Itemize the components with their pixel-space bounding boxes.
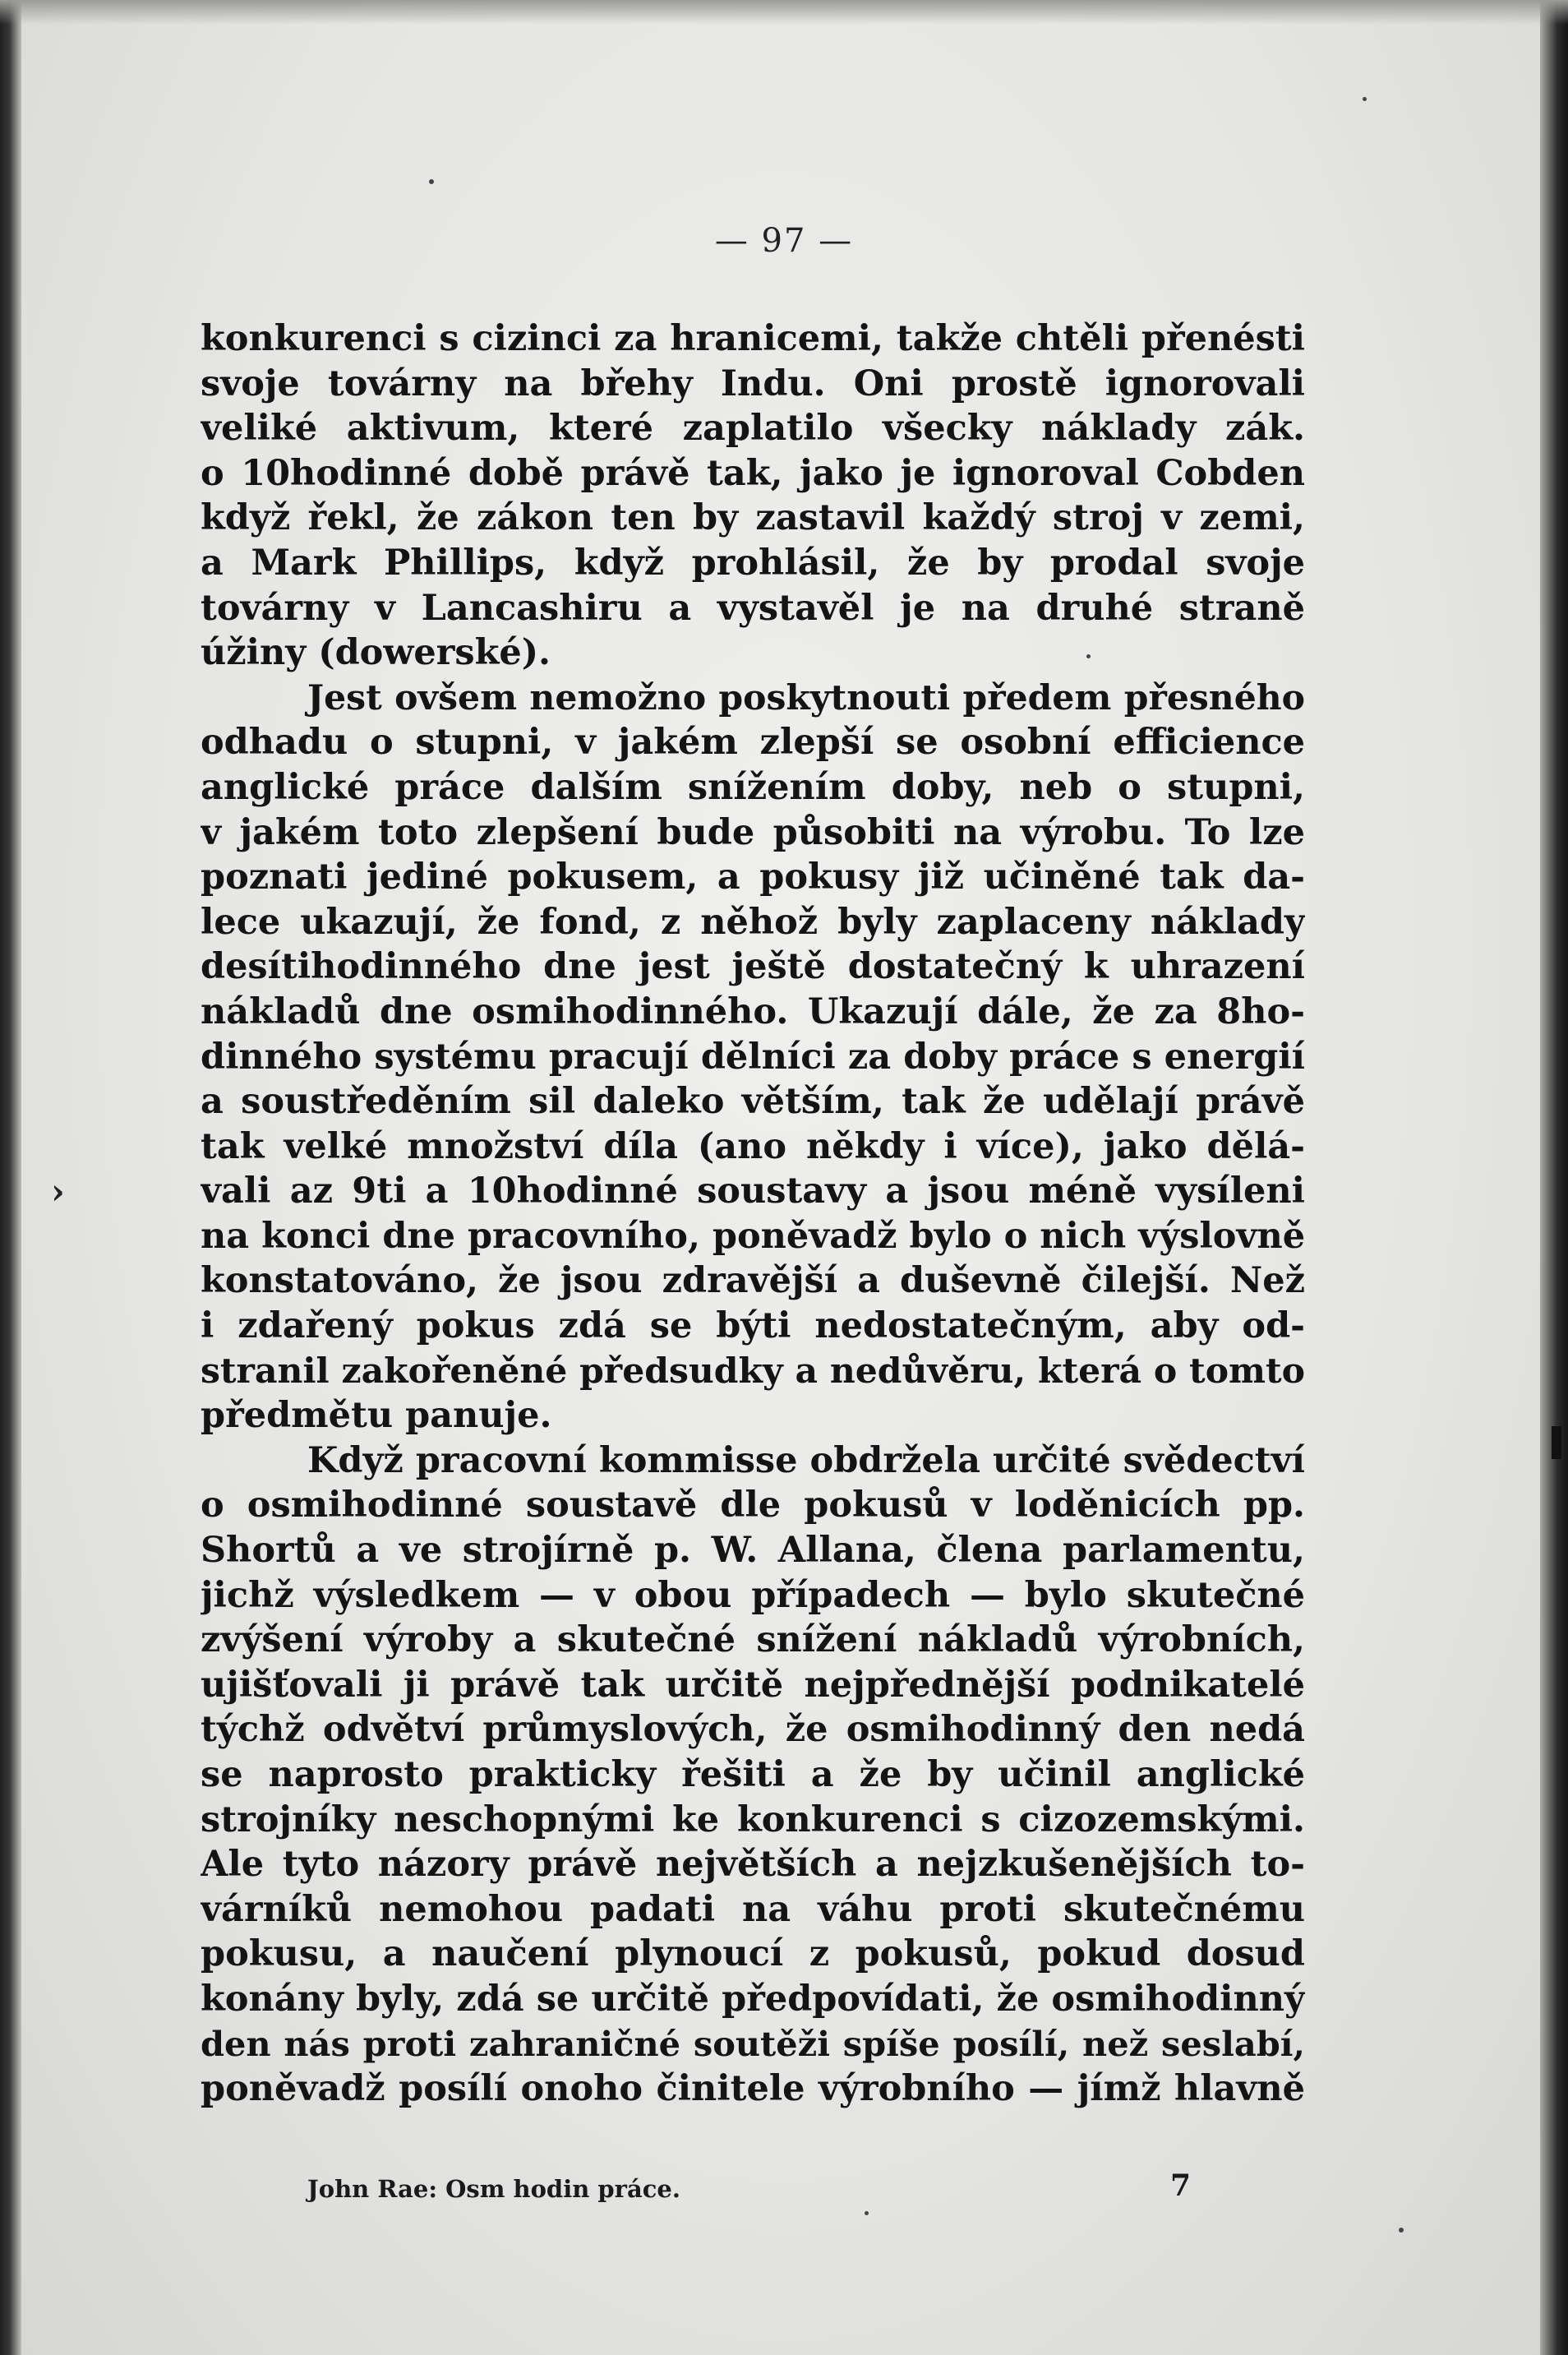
text-line: tak velké množství díla (ano někdy i více), jako dělá- [201, 1125, 1305, 1167]
text-line: desítihodinného dne jest ještě dostatečný k uhrazení [201, 946, 1305, 988]
text-line: o 10hodinné době právě tak, jako je ignoroval Cobden [201, 452, 1305, 494]
text-line: předmětu panuje. [201, 1395, 552, 1437]
text-line: úžiny (dowerské). [201, 632, 551, 674]
body-text [201, 316, 1305, 2112]
scan-edge-top [0, 0, 1568, 25]
scan-edge-right [1540, 0, 1568, 2355]
text-line: várníků nemohou padati na váhu proti skutečnému [201, 1888, 1305, 1930]
text-line: nákladů dne osmihodinného. Ukazují dále, že za 8ho- [201, 990, 1305, 1032]
margin-edge-mark [1552, 1426, 1561, 1459]
text-line: veliké aktivum, které zaplatilo všecky náklady zák. [201, 408, 1305, 450]
text-line: konstatováno, že jsou zdravější a duševně čilejší. Než [201, 1260, 1305, 1302]
text-line: jichž výsledkem — v obou případech — bylo skutečné [201, 1574, 1305, 1616]
page-number: — 97 — [714, 222, 854, 260]
text-line: anglické práce dalším snížením doby, neb o stupni, [201, 766, 1305, 808]
text-line: Jest ovšem nemožno poskytnouti předem přesného [307, 676, 1305, 718]
text-line: a Mark Phillips, když prohlásil, že by prodal svoje [201, 542, 1305, 584]
footer-signature-mark: 7 [1170, 2168, 1192, 2203]
scan-edge-left [0, 0, 21, 2355]
text-line: v jakém toto zlepšení bude působiti na výrobu. To lze [201, 811, 1305, 853]
text-line: ujišťovali ji právě tak určitě nejpřednější podnikatelé [201, 1664, 1305, 1706]
text-line: konány byly, zdá se určitě předpovídati, že osmihodinný [201, 1978, 1305, 2020]
text-line: týchž odvětví průmyslových, že osmihodinný den nedá [201, 1709, 1305, 1751]
text-line: poněvadž posílí onoho činitele výrobního — jímž hlavně [201, 2068, 1305, 2110]
margin-arrow-mark: › [51, 1171, 65, 1212]
text-line: vali az 9ti a 10hodinné soustavy a jsou méně vysíleni [201, 1171, 1305, 1212]
text-line: a soustředěním sil daleko větším, tak že udělají právě [201, 1081, 1305, 1123]
text-line: Ale tyto názory právě největších a nejzkušenějších to- [201, 1844, 1305, 1886]
text-line: lece ukazují, že fond, z něhož byly zaplaceny náklady [201, 901, 1305, 943]
text-line: strojníky neschopnými ke konkurenci s cizozemskými. [201, 1799, 1305, 1840]
text-line: na konci dne pracovního, poněvadž bylo o nich výslovně [201, 1215, 1305, 1257]
text-line: svoje továrny na břehy Indu. Oni prostě ignorovali [201, 362, 1305, 404]
text-line: se naprosto prakticky řešiti a že by učinil anglické [201, 1754, 1305, 1795]
text-line: Když pracovní kommisse obdržela určité svědectví [307, 1439, 1305, 1481]
text-line: poznati jediné pokusem, a pokusy již učiněné tak da- [201, 857, 1305, 898]
text-line: pokusu, a naučení plynoucí z pokusů, pokud dosud [201, 1933, 1305, 1975]
scan-speck [865, 2211, 869, 2215]
text-line: dinného systému pracují dělníci za doby práce s energií [201, 1036, 1305, 1078]
text-line: den nás proti zahraničné soutěži spíše posílí, než seslabí, [201, 2023, 1305, 2064]
text-line: konkurenci s cizinci za hranicemi, takže chtěli přenésti [201, 318, 1305, 359]
text-line: zvýšení výroby a skutečné snížení nákladů výrobních, [201, 1619, 1305, 1661]
text-line: i zdařený pokus zdá se býti nedostatečným, aby od- [201, 1305, 1305, 1347]
footer-signature: John Rae: Osm hodin práce. [307, 2175, 680, 2203]
text-line: stranil zakořeněné předsudky a nedůvěru, která o tomto [201, 1350, 1305, 1392]
scan-speck [1086, 654, 1091, 658]
text-line: odhadu o stupni, v jakém zlepší se osobní efficience [201, 722, 1305, 764]
text-line: továrny v Lancashiru a vystavěl je na druhé straně [201, 587, 1305, 629]
scan-speck [1399, 2228, 1404, 2233]
scan-speck [429, 179, 434, 184]
scan-speck [1363, 97, 1367, 101]
text-line: když řekl, že zákon ten by zastavil každý stroj v zemi, [201, 497, 1305, 539]
text-line: Shortů a ve strojírně p. W. Allana, člena parlamentu, [201, 1530, 1305, 1572]
text-line: o osmihodinné soustavě dle pokusů v loděnicích pp. [201, 1485, 1305, 1526]
